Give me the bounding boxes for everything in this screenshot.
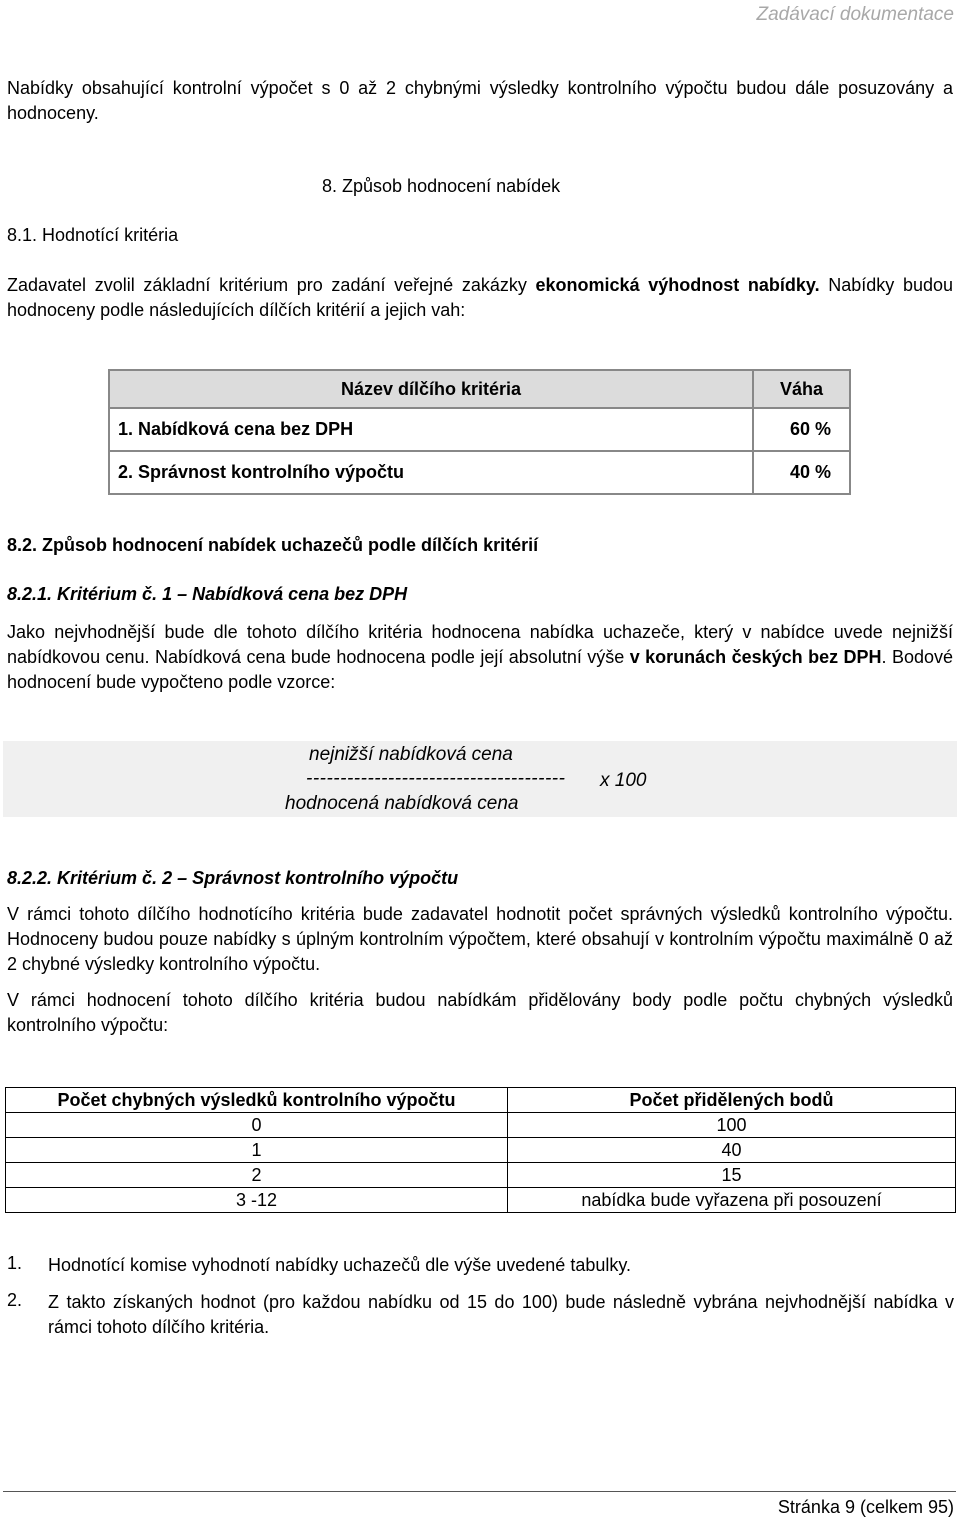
points-cell: 40	[508, 1138, 956, 1163]
errors-count-cell: 2	[6, 1163, 508, 1188]
errors-count-cell: 0	[6, 1113, 508, 1138]
table-row	[6, 1138, 956, 1163]
formula-denominator: hodnocená nabídková cena	[285, 793, 519, 814]
price-formula-box	[3, 741, 957, 817]
criteria-name-cell: 1. Nabídková cena bez DPH	[109, 408, 753, 451]
criteria-weights-header-row	[109, 370, 850, 408]
list-item: Hodnotící komise vyhodnotí nabídky uchazečů dle výše uvedené tabulky.	[48, 1255, 632, 1275]
section-8-1-heading: 8.1. Hodnotící kritéria	[7, 225, 179, 245]
criteria-weight-cell: 40 %	[753, 451, 850, 494]
section-8-2-2-paragraph-2: V rámci hodnocení tohoto dílčího kritéria budou nabídkám přidělovány body podle počtu chybných výsledků kontrolního výpočtu:	[7, 990, 953, 1035]
section-8-2-1-text-start: Jako nejvhodnější bude dle tohoto dílčího kritéria hodnocena nabídka uchazeče, který v nabídce uvede nejnižší nabídkovou cenu. Nabídková cena bude hodnocena podle její absolutní výše	[7, 622, 953, 667]
section-8-heading: 8. Způsob hodnocení nabídek	[322, 176, 561, 196]
points-cell: 100	[508, 1113, 956, 1138]
section-8-2-1-text-end: . Bodové hodnocení bude vypočteno podle vzorce:	[7, 647, 953, 692]
table-row	[109, 408, 850, 451]
points-cell: nabídka bude vyřazena při posouzení	[508, 1188, 956, 1213]
section-8-2-1-paragraph	[7, 620, 953, 695]
list-item: Z takto získaných hodnot (pro každou nabídku od 15 do 100) bude následně vybrána nejvhodnější nabídka v rámci tohoto dílčího kritéria.	[48, 1292, 954, 1337]
table-row	[6, 1113, 956, 1138]
points-table	[5, 1087, 956, 1213]
page-number: Stránka 9 (celkem 95)	[777, 1497, 954, 1517]
points-header: Počet přidělených bodů	[508, 1088, 956, 1113]
section-8-2-2-heading: 8.2.2. Kritérium č. 2 – Správnost kontrolního výpočtu	[7, 868, 459, 888]
section-8-1-text-bold: ekonomická výhodnost nabídky.	[535, 275, 820, 295]
formula-multiplier: x 100	[600, 770, 647, 791]
criteria-name-header: Název dílčího kritéria	[109, 370, 753, 408]
section-8-1-text-start: Zadavatel zvolil základní kritérium pro zadání veřejné zakázky	[7, 275, 536, 295]
points-header-row	[6, 1088, 956, 1113]
footer-divider	[3, 1491, 956, 1492]
formula-fraction-line: --------------------------------------	[306, 768, 566, 789]
formula-numerator: nejnižší nabídková cena	[309, 744, 513, 765]
section-8-2-2-paragraph-1: V rámci tohoto dílčího hodnotícího kritéria bude zadavatel hodnotit počet správných výsledků kontrolního výpočtu. Hodnoceny budou pouze nabídky s úplným kontrolním výpočtem, které obsahují v kontrolním výpočtu maximálně 0 až 2 chybné výsledky kontrolního výpočtu.	[7, 904, 953, 974]
criteria-weights-table	[108, 369, 851, 495]
errors-count-cell: 1	[6, 1138, 508, 1163]
list-item-number: 2.	[7, 1290, 23, 1310]
section-8-2-1-heading: 8.2.1. Kritérium č. 1 – Nabídková cena bez DPH	[7, 584, 408, 604]
criteria-weight-header: Váha	[753, 370, 850, 408]
errors-count-cell: 3 -12	[6, 1188, 508, 1213]
section-8-2-heading: 8.2. Způsob hodnocení nabídek uchazečů podle dílčích kritérií	[7, 535, 539, 555]
list-item-number: 1.	[7, 1253, 23, 1273]
section-8-2-1-text-bold: v korunách českých bez DPH	[629, 647, 882, 667]
table-row	[109, 451, 850, 494]
section-8-1-text-end: Nabídky budou hodnoceny podle následujících dílčích kritérií a jejich vah:	[7, 275, 954, 320]
section-8-1-paragraph	[7, 273, 953, 323]
criteria-weight-cell: 60 %	[753, 408, 850, 451]
points-cell: 15	[508, 1163, 956, 1188]
table-row	[6, 1188, 956, 1213]
table-row	[6, 1163, 956, 1188]
intro-paragraph: Nabídky obsahující kontrolní výpočet s 0 až 2 chybnými výsledky kontrolního výpočtu budou dále posuzovány a hodnoceny.	[7, 78, 953, 123]
errors-count-header: Počet chybných výsledků kontrolního výpočtu	[6, 1088, 508, 1113]
document-header-title: Zadávací dokumentace	[756, 4, 954, 25]
criteria-name-cell: 2. Správnost kontrolního výpočtu	[109, 451, 753, 494]
